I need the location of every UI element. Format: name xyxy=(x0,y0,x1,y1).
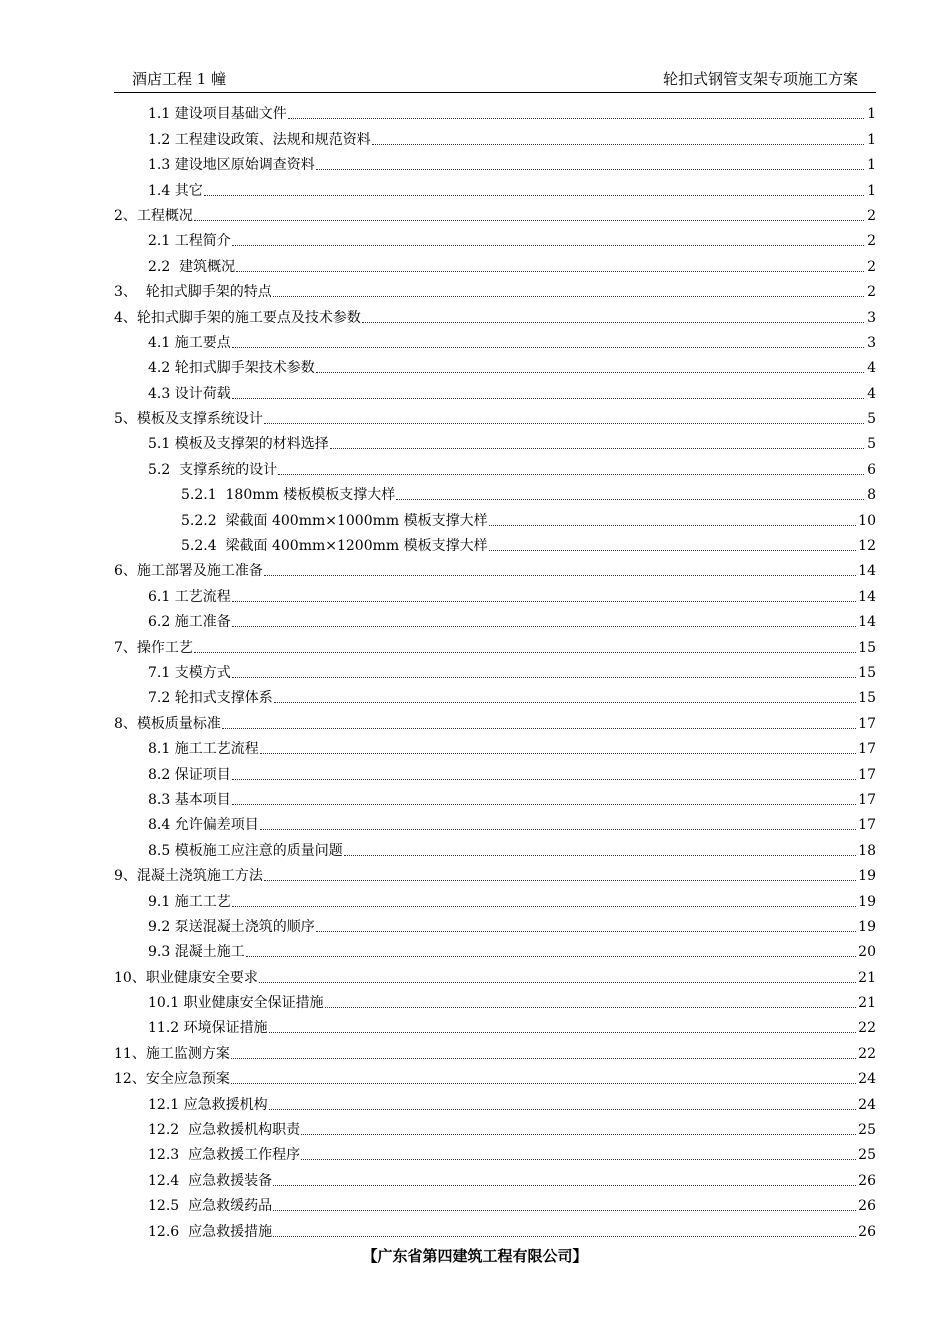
toc-dot-leader xyxy=(260,828,856,830)
toc-entry-page-number: 19 xyxy=(858,893,876,910)
toc-entry[interactable] xyxy=(114,150,876,175)
toc-entry[interactable] xyxy=(114,1165,876,1190)
toc-entry[interactable] xyxy=(114,886,876,911)
toc-dot-leader xyxy=(204,194,864,196)
toc-dot-leader xyxy=(232,600,856,602)
toc-entry-label: 1.1 建设项目基础文件 xyxy=(148,106,287,123)
toc-entry-page-number: 17 xyxy=(858,791,876,808)
toc-entry-page-number: 1 xyxy=(867,182,876,199)
toc-entry[interactable] xyxy=(114,1038,876,1063)
table-of-contents xyxy=(114,99,876,1242)
toc-entry-label: 7.2 轮扣式支撑体系 xyxy=(148,690,273,707)
toc-dot-leader xyxy=(260,752,856,754)
toc-entry-label: 7.1 支模方式 xyxy=(148,664,231,681)
toc-entry-page-number: 25 xyxy=(858,1147,876,1164)
toc-entry-label: 11、施工监测方案 xyxy=(114,1045,230,1062)
toc-dot-leader xyxy=(362,321,864,323)
toc-entry-page-number: 17 xyxy=(858,817,876,834)
toc-entry-label: 1.2 工程建设政策、法规和规范资料 xyxy=(148,131,371,148)
toc-entry[interactable] xyxy=(114,328,876,353)
toc-dot-leader xyxy=(273,1235,856,1237)
toc-entry-page-number: 2 xyxy=(867,233,876,250)
toc-entry-label: 8.2 保证项目 xyxy=(148,766,231,783)
toc-entry[interactable] xyxy=(114,937,876,962)
toc-entry-label: 11.2 环境保证措施 xyxy=(148,1020,268,1037)
toc-entry-label: 2.2 建筑概况 xyxy=(148,258,236,275)
toc-entry-label: 12.4 应急救援装备 xyxy=(148,1172,273,1189)
toc-entry-label: 6.2 施工准备 xyxy=(148,614,231,631)
toc-entry-label: 6.1 工艺流程 xyxy=(148,588,231,605)
toc-entry[interactable] xyxy=(114,378,876,403)
toc-entry-label: 5.2 支撑系统的设计 xyxy=(148,461,278,478)
toc-dot-leader xyxy=(236,270,864,272)
toc-entry[interactable] xyxy=(114,1216,876,1241)
toc-dot-leader xyxy=(194,219,864,221)
toc-dot-leader xyxy=(274,701,856,703)
toc-entry[interactable] xyxy=(114,1089,876,1114)
toc-entry-label: 8、模板质量标准 xyxy=(114,715,221,732)
toc-entry-page-number: 26 xyxy=(858,1198,876,1215)
toc-dot-leader xyxy=(232,676,856,678)
toc-entry-label: 4、轮扣式脚手架的施工要点及技术参数 xyxy=(114,309,361,326)
toc-entry-page-number: 12 xyxy=(858,538,876,555)
toc-entry-label: 4.2 轮扣式脚手架技术参数 xyxy=(148,360,315,377)
toc-entry-label: 12.5 应急救缓药品 xyxy=(148,1198,273,1215)
toc-entry-label: 9.2 泵送混凝土浇筑的顺序 xyxy=(148,918,315,935)
toc-entry-label: 12.2 应急救援机构职责 xyxy=(148,1122,301,1139)
toc-entry-page-number: 2 xyxy=(867,207,876,224)
toc-dot-leader xyxy=(246,955,856,957)
toc-entry[interactable] xyxy=(114,785,876,810)
toc-entry-label: 12.3 应急救援工作程序 xyxy=(148,1147,301,1164)
toc-dot-leader xyxy=(232,346,864,348)
toc-dot-leader xyxy=(273,1184,856,1186)
toc-entry-page-number: 24 xyxy=(858,1071,876,1088)
toc-entry-page-number: 14 xyxy=(858,588,876,605)
toc-entry[interactable] xyxy=(114,1064,876,1089)
toc-entry-page-number: 1 xyxy=(867,106,876,123)
toc-entry[interactable] xyxy=(114,658,876,683)
toc-entry-label: 2.1 工程简介 xyxy=(148,233,231,250)
toc-entry[interactable] xyxy=(114,302,876,327)
toc-entry[interactable] xyxy=(114,175,876,200)
toc-entry-page-number: 10 xyxy=(858,512,876,529)
toc-entry[interactable] xyxy=(114,556,876,581)
toc-entry-label: 5.1 模板及支撑架的材料选择 xyxy=(148,436,329,453)
toc-dot-leader xyxy=(396,498,864,500)
toc-dot-leader xyxy=(222,727,856,729)
toc-dot-leader xyxy=(231,1082,856,1084)
toc-entry[interactable] xyxy=(114,1191,876,1216)
toc-dot-leader xyxy=(269,1108,857,1110)
toc-entry[interactable] xyxy=(114,632,876,657)
toc-entry-label: 6、施工部署及施工准备 xyxy=(114,563,263,580)
toc-entry[interactable] xyxy=(114,759,876,784)
page-header xyxy=(114,66,876,93)
toc-entry[interactable] xyxy=(114,454,876,479)
toc-dot-leader xyxy=(330,447,864,449)
toc-entry-page-number: 21 xyxy=(858,995,876,1012)
toc-entry-page-number: 20 xyxy=(858,944,876,961)
toc-entry-label: 5.2.4 梁截面 400mm×1200mm 模板支撑大样 xyxy=(181,538,488,555)
toc-entry-page-number: 3 xyxy=(867,309,876,326)
toc-dot-leader xyxy=(194,651,856,653)
toc-entry-page-number: 17 xyxy=(858,766,876,783)
toc-entry-page-number: 15 xyxy=(858,690,876,707)
toc-dot-leader xyxy=(316,168,864,170)
toc-entry-page-number: 25 xyxy=(858,1122,876,1139)
toc-entry-page-number: 5 xyxy=(867,411,876,428)
toc-entry[interactable] xyxy=(114,480,876,505)
toc-entry[interactable] xyxy=(114,226,876,251)
toc-entry-label: 1.3 建设地区原始调查资料 xyxy=(148,157,315,174)
toc-dot-leader xyxy=(372,143,864,145)
toc-entry[interactable] xyxy=(114,683,876,708)
toc-entry[interactable] xyxy=(114,988,876,1013)
header-document-title: 轮扣式钢管支架专项施工方案 xyxy=(662,70,858,88)
toc-entry-page-number: 2 xyxy=(867,284,876,301)
toc-entry-label: 8.1 施工工艺流程 xyxy=(148,741,259,758)
toc-entry-page-number: 5 xyxy=(867,436,876,453)
toc-dot-leader xyxy=(301,1158,856,1160)
toc-entry-page-number: 24 xyxy=(858,1096,876,1113)
toc-dot-leader xyxy=(273,295,864,297)
toc-entry[interactable] xyxy=(114,708,876,733)
toc-entry-label: 7、操作工艺 xyxy=(114,639,193,656)
toc-dot-leader xyxy=(325,1006,857,1008)
toc-entry-page-number: 14 xyxy=(858,563,876,580)
toc-entry-label: 5.2.2 梁截面 400mm×1000mm 模板支撑大样 xyxy=(181,512,488,529)
toc-entry-page-number: 1 xyxy=(867,131,876,148)
toc-entry[interactable] xyxy=(114,810,876,835)
toc-dot-leader xyxy=(316,371,864,373)
toc-entry-page-number: 22 xyxy=(858,1020,876,1037)
toc-entry-label: 1.4 其它 xyxy=(148,182,203,199)
toc-entry-page-number: 4 xyxy=(867,385,876,402)
toc-dot-leader xyxy=(232,625,856,627)
toc-entry-label: 2、工程概况 xyxy=(114,207,193,224)
toc-entry[interactable] xyxy=(114,734,876,759)
toc-entry-label: 3、 轮扣式脚手架的特点 xyxy=(114,284,272,301)
toc-entry-label: 8.3 基本项目 xyxy=(148,791,231,808)
toc-entry[interactable] xyxy=(114,505,876,530)
toc-entry[interactable] xyxy=(114,1140,876,1165)
toc-entry-page-number: 6 xyxy=(867,461,876,478)
toc-entry[interactable] xyxy=(114,124,876,149)
toc-entry[interactable] xyxy=(114,607,876,632)
toc-entry[interactable] xyxy=(114,201,876,226)
toc-entry[interactable] xyxy=(114,581,876,606)
toc-entry-page-number: 18 xyxy=(858,842,876,859)
toc-entry-page-number: 19 xyxy=(858,868,876,885)
header-project-name: 酒店工程 1 幢 xyxy=(132,70,227,88)
toc-dot-leader xyxy=(232,397,864,399)
toc-entry[interactable] xyxy=(114,835,876,860)
toc-entry[interactable] xyxy=(114,277,876,302)
toc-dot-leader xyxy=(264,574,856,576)
toc-dot-leader xyxy=(316,930,856,932)
toc-entry-label: 8.4 允许偏差项目 xyxy=(148,817,259,834)
toc-entry[interactable] xyxy=(114,404,876,429)
footer-company-name: 【广东省第四建筑工程有限公司】 xyxy=(362,1247,588,1265)
toc-entry-label: 4.3 设计荷载 xyxy=(148,385,231,402)
toc-entry-label: 5、模板及支撑系统设计 xyxy=(114,411,263,428)
toc-dot-leader xyxy=(273,1209,856,1211)
toc-entry[interactable] xyxy=(114,99,876,124)
toc-entry-label: 12.6 应急救援措施 xyxy=(148,1223,273,1240)
toc-entry-page-number: 4 xyxy=(867,360,876,377)
toc-entry-label: 10.1 职业健康安全保证措施 xyxy=(148,995,324,1012)
toc-dot-leader xyxy=(259,981,856,983)
toc-dot-leader xyxy=(232,905,856,907)
toc-entry[interactable] xyxy=(114,353,876,378)
toc-dot-leader xyxy=(264,879,856,881)
toc-entry-page-number: 17 xyxy=(858,715,876,732)
toc-dot-leader xyxy=(278,473,864,475)
toc-entry-label: 12.1 应急救援机构 xyxy=(148,1096,268,1113)
toc-entry-page-number: 21 xyxy=(858,969,876,986)
toc-dot-leader xyxy=(489,524,857,526)
toc-entry[interactable] xyxy=(114,531,876,556)
toc-entry-label: 10、职业健康安全要求 xyxy=(114,969,258,986)
toc-entry-label: 9.1 施工工艺 xyxy=(148,893,231,910)
toc-dot-leader xyxy=(288,117,864,119)
toc-entry-page-number: 19 xyxy=(858,918,876,935)
toc-dot-leader xyxy=(232,244,864,246)
toc-entry-page-number: 15 xyxy=(858,639,876,656)
toc-entry-page-number: 17 xyxy=(858,741,876,758)
toc-entry-label: 9.3 混凝土施工 xyxy=(148,944,245,961)
toc-entry[interactable] xyxy=(114,861,876,886)
toc-dot-leader xyxy=(489,549,857,551)
toc-entry-page-number: 26 xyxy=(858,1172,876,1189)
toc-entry-label: 9、混凝土浇筑施工方法 xyxy=(114,868,263,885)
toc-dot-leader xyxy=(301,1133,856,1135)
toc-entry-page-number: 1 xyxy=(867,157,876,174)
toc-entry[interactable] xyxy=(114,912,876,937)
toc-entry[interactable] xyxy=(114,1013,876,1038)
toc-entry[interactable] xyxy=(114,1115,876,1140)
toc-dot-leader xyxy=(232,778,856,780)
toc-dot-leader xyxy=(264,422,864,424)
toc-entry-label: 8.5 模板施工应注意的质量问题 xyxy=(148,842,343,859)
toc-entry-page-number: 26 xyxy=(858,1223,876,1240)
toc-dot-leader xyxy=(344,854,856,856)
toc-entry-page-number: 22 xyxy=(858,1045,876,1062)
toc-dot-leader xyxy=(269,1031,857,1033)
toc-entry-page-number: 8 xyxy=(867,487,876,504)
toc-dot-leader xyxy=(232,803,856,805)
toc-entry[interactable] xyxy=(114,429,876,454)
toc-entry[interactable] xyxy=(114,251,876,276)
toc-entry[interactable] xyxy=(114,962,876,987)
toc-entry-label: 4.1 施工要点 xyxy=(148,334,231,351)
toc-dot-leader xyxy=(231,1057,856,1059)
toc-entry-page-number: 15 xyxy=(858,664,876,681)
toc-entry-label: 12、安全应急预案 xyxy=(114,1071,230,1088)
toc-entry-page-number: 2 xyxy=(867,258,876,275)
toc-entry-page-number: 3 xyxy=(867,334,876,351)
toc-entry-label: 5.2.1 180mm 楼板模板支撑大样 xyxy=(181,487,396,504)
toc-entry-page-number: 14 xyxy=(858,614,876,631)
